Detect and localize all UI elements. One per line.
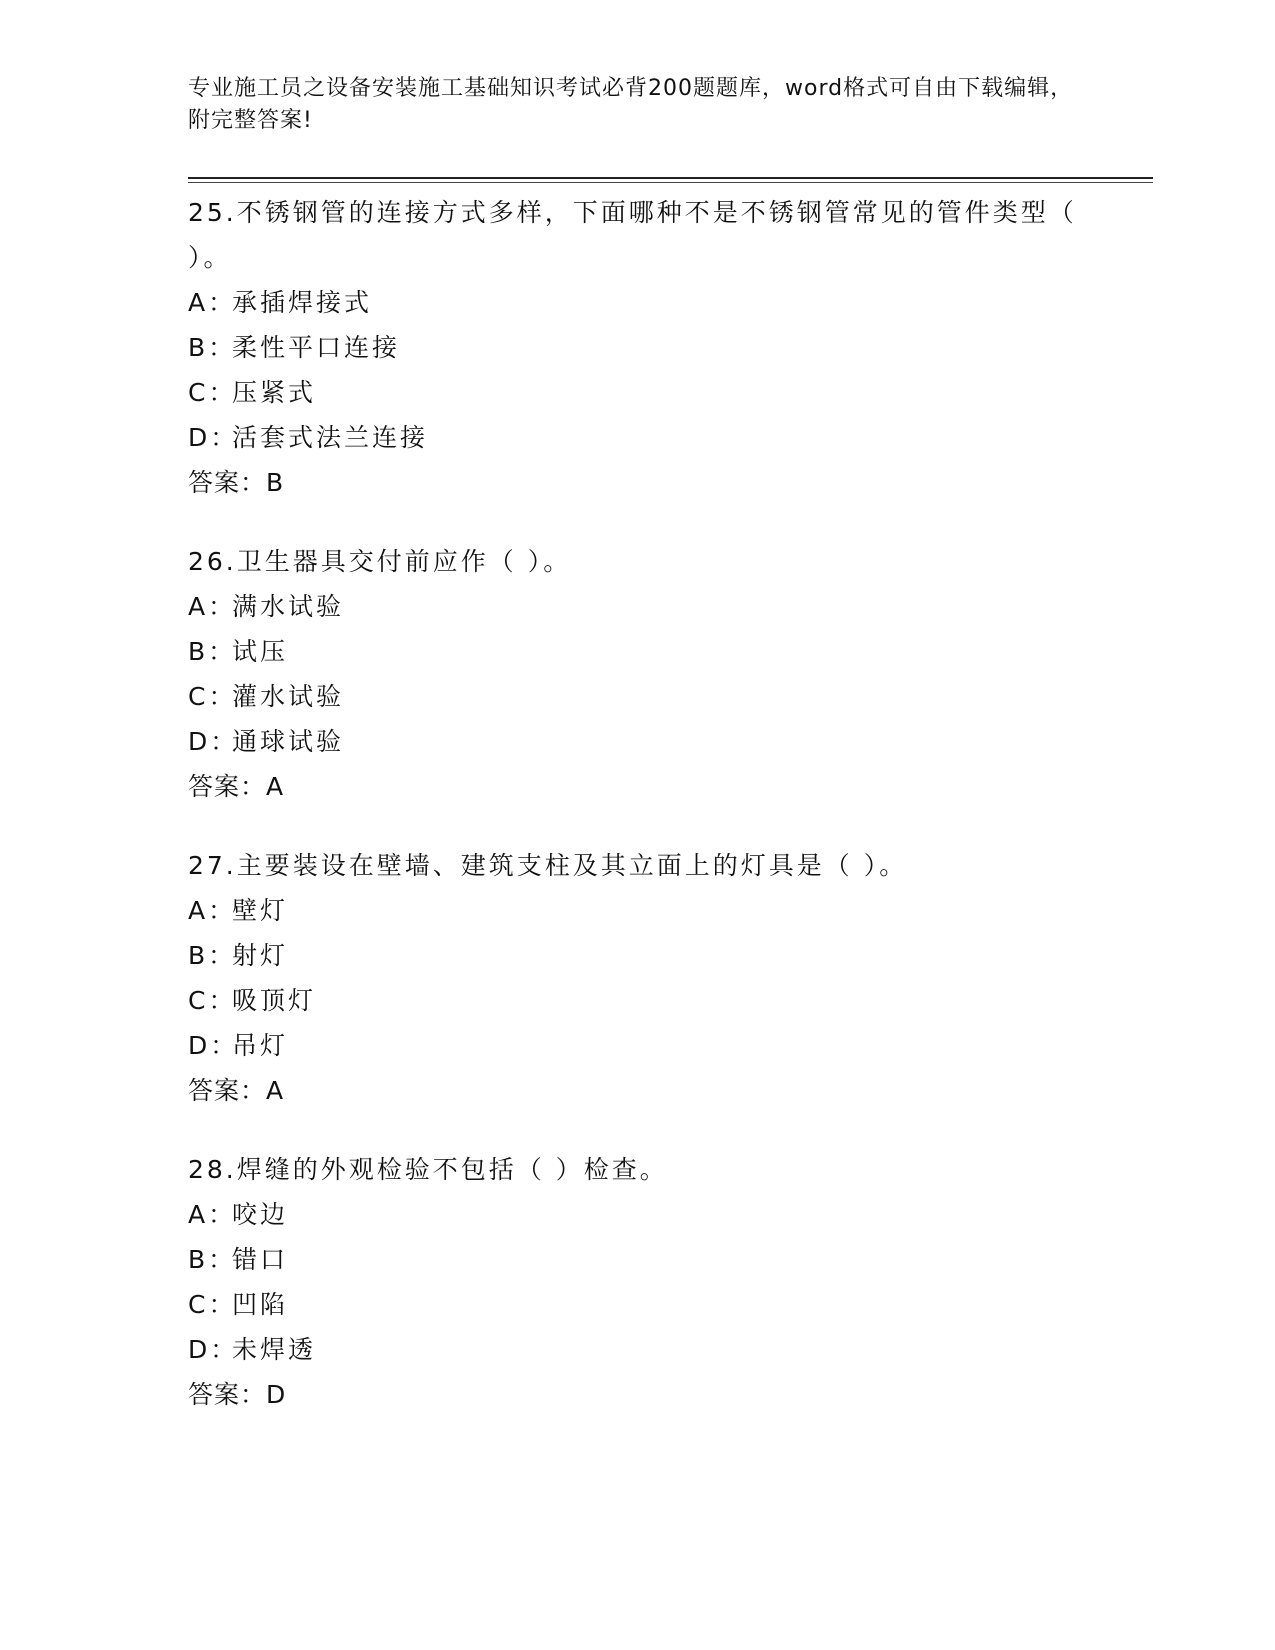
option-b [188,629,1088,674]
option-text: 咬边 [232,1200,289,1229]
header-divider-thick [188,177,1153,179]
option-text: 错口 [232,1245,289,1274]
option-b [188,1237,1088,1282]
answer-line: 答案：A [188,1076,285,1105]
option-letter: B： [188,1245,237,1274]
option-c [188,370,1088,415]
option-letter: B： [188,333,237,362]
option-text: 吸顶灯 [232,986,317,1015]
option-a [188,280,1088,325]
answer-line: 答案：B [188,468,285,497]
option-b [188,933,1088,978]
option-d [188,719,1088,764]
question-26 [188,539,1088,809]
option-text: 压紧式 [232,378,317,407]
option-letter: D： [188,1031,239,1060]
option-letter: A： [188,1200,237,1229]
option-text: 活套式法兰连接 [232,423,429,452]
option-text: 柔性平口连接 [232,333,401,362]
option-letter: C： [188,1290,237,1319]
option-letter: A： [188,592,237,621]
option-letter: D： [188,727,239,756]
question-stem: 28.焊缝的外观检验不包括（ ）检查。 [188,1155,668,1184]
question-25 [188,190,1088,505]
option-letter: D： [188,1335,239,1364]
option-b [188,325,1088,370]
question-stem: 25.不锈钢管的连接方式多样，下面哪种不是不锈钢管常见的管件类型（ ）。 [188,198,1077,272]
option-letter: C： [188,986,237,1015]
option-letter: A： [188,896,237,925]
header-divider-thin [188,182,1153,183]
question-27 [188,843,1088,1113]
option-text: 壁灯 [232,896,289,925]
option-d [188,1023,1088,1068]
option-a [188,888,1088,933]
option-c [188,978,1088,1023]
answer-line: 答案：D [188,1380,287,1409]
option-c [188,1282,1088,1327]
option-text: 未焊透 [232,1335,317,1364]
document-header: 专业施工员之设备安装施工基础知识考试必背200题题库，word格式可自由下载编辑，附完整答案! [188,76,1074,133]
option-d [188,1327,1088,1372]
option-text: 灌水试验 [232,682,345,711]
option-text: 承插焊接式 [232,288,373,317]
question-stem: 27.主要装设在壁墙、建筑支柱及其立面上的灯具是（ ）。 [188,851,908,880]
option-text: 通球试验 [232,727,345,756]
question-list [188,190,1088,1451]
question-stem: 26.卫生器具交付前应作（ ）。 [188,547,572,576]
option-letter: B： [188,941,237,970]
option-letter: C： [188,682,237,711]
option-letter: D： [188,423,239,452]
option-text: 试压 [232,637,289,666]
option-a [188,1192,1088,1237]
question-28 [188,1147,1088,1417]
option-text: 射灯 [232,941,289,970]
option-text: 满水试验 [232,592,345,621]
option-a [188,584,1088,629]
option-letter: A： [188,288,237,317]
option-text: 凹陷 [232,1290,289,1319]
answer-line: 答案：A [188,772,285,801]
option-letter: C： [188,378,237,407]
option-d [188,415,1088,460]
option-c [188,674,1088,719]
option-text: 吊灯 [232,1031,289,1060]
option-letter: B： [188,637,237,666]
